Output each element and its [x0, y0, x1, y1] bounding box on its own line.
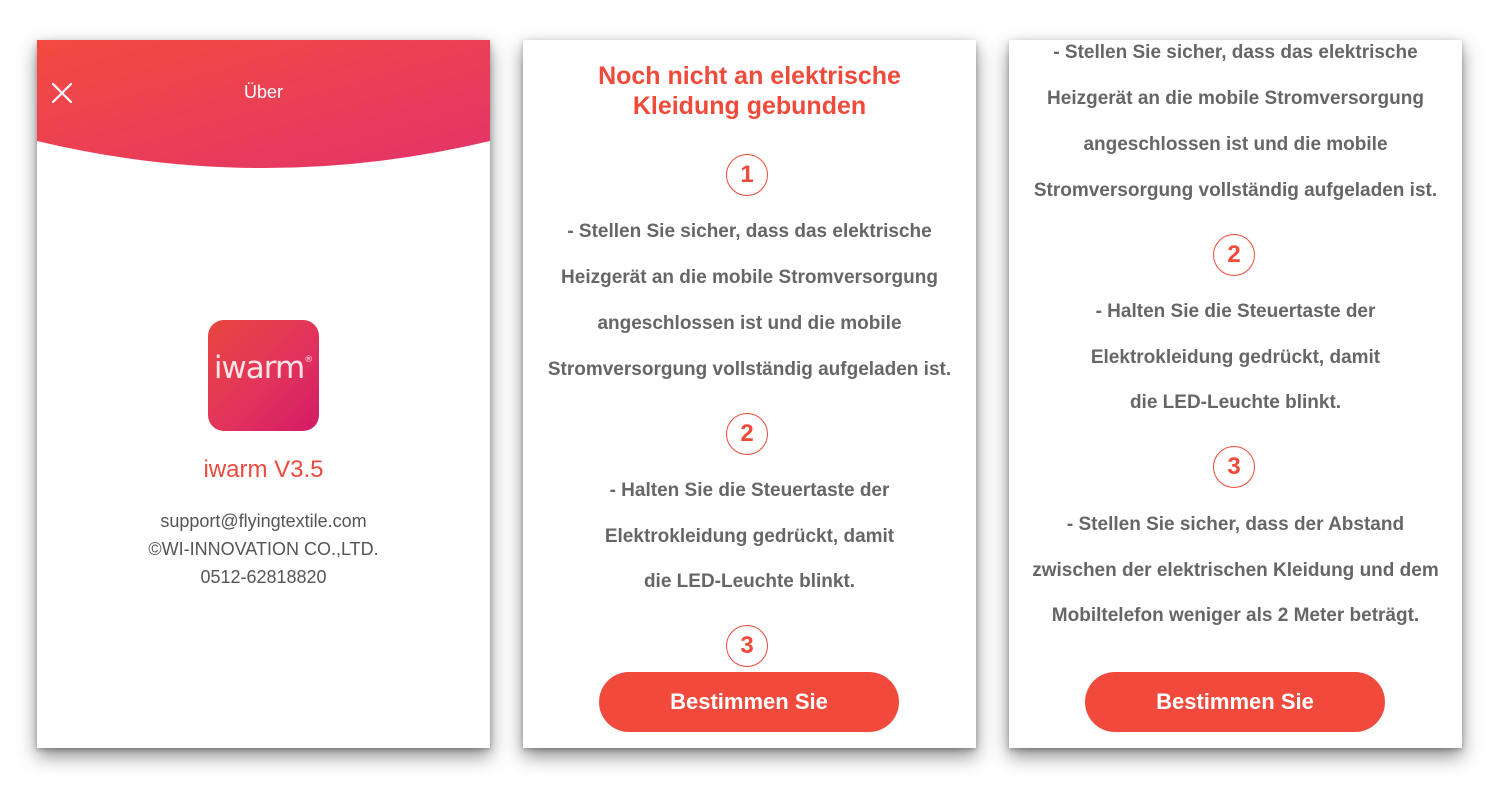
- step-number-2: 2: [726, 413, 768, 455]
- step-number-3: 3: [1213, 446, 1255, 488]
- about-screen: [37, 40, 490, 748]
- step-2-line: - Halten Sie die Steuertaste der: [609, 480, 890, 501]
- instructions-scroll[interactable]: [1009, 40, 1462, 642]
- step-3-line: zwischen der elektrischen Kleidung und dem: [1032, 560, 1439, 581]
- step-1-line: Stromversorgung vollständig aufgeladen ist.: [547, 359, 952, 380]
- step-1-line: Heizgerät an die mobile Stromversorgung: [561, 267, 938, 288]
- step-number-2: 2: [1213, 234, 1255, 276]
- step-1-line: angeschlossen ist und die mobile: [1083, 134, 1388, 155]
- step-3-line: Mobiltelefon weniger als 2 Meter beträgt.: [1051, 605, 1420, 626]
- company-name: ©WI-INNOVATION CO.,LTD.: [148, 539, 379, 559]
- step-1-line: - Stellen Sie sicher, dass das elektrische: [567, 221, 932, 242]
- logo-wordmark: iwarm®: [213, 350, 314, 386]
- confirm-button[interactable]: Bestimmen Sie: [599, 672, 899, 732]
- step-1-line: Stromversorgung vollständig aufgeladen ist.: [1033, 180, 1438, 201]
- step-1-line: angeschlossen ist und die mobile: [597, 313, 902, 334]
- dialog-title: [523, 61, 976, 121]
- phone-number: 0512-62818820: [200, 567, 327, 587]
- app-version: iwarm V3.5: [203, 456, 324, 483]
- header: [37, 40, 490, 170]
- page-title: Über: [243, 82, 283, 102]
- title-line: Kleidung gebunden: [632, 92, 867, 120]
- support-email: support@flyingtextile.com: [160, 511, 367, 531]
- step-2-line: die LED-Leuchte blinkt.: [643, 571, 856, 592]
- step-2-line: Elektrokleidung gedrückt, damit: [604, 526, 895, 547]
- instructions-scroll[interactable]: [523, 40, 976, 659]
- step-3-line: - Stellen Sie sicher, dass der Abstand: [1066, 514, 1405, 535]
- step-1-line: - Stellen Sie sicher, dass das elektrische: [1053, 42, 1418, 63]
- title-line: Noch nicht an elektrische: [598, 62, 901, 90]
- binding-screen: [523, 40, 976, 748]
- step-2-line: die LED-Leuchte blinkt.: [1129, 392, 1342, 413]
- header-background: [37, 40, 490, 170]
- binding-screen-scrolled: [1009, 40, 1462, 748]
- step-2-line: Elektrokleidung gedrückt, damit: [1090, 347, 1381, 368]
- app-logo: [208, 320, 319, 431]
- step-1-line: Heizgerät an die mobile Stromversorgung: [1047, 88, 1424, 109]
- confirm-button[interactable]: Bestimmen Sie: [1085, 672, 1385, 732]
- step-number-3: 3: [726, 625, 768, 667]
- step-number-1: 1: [726, 154, 768, 196]
- step-2-line: - Halten Sie die Steuertaste der: [1095, 301, 1376, 322]
